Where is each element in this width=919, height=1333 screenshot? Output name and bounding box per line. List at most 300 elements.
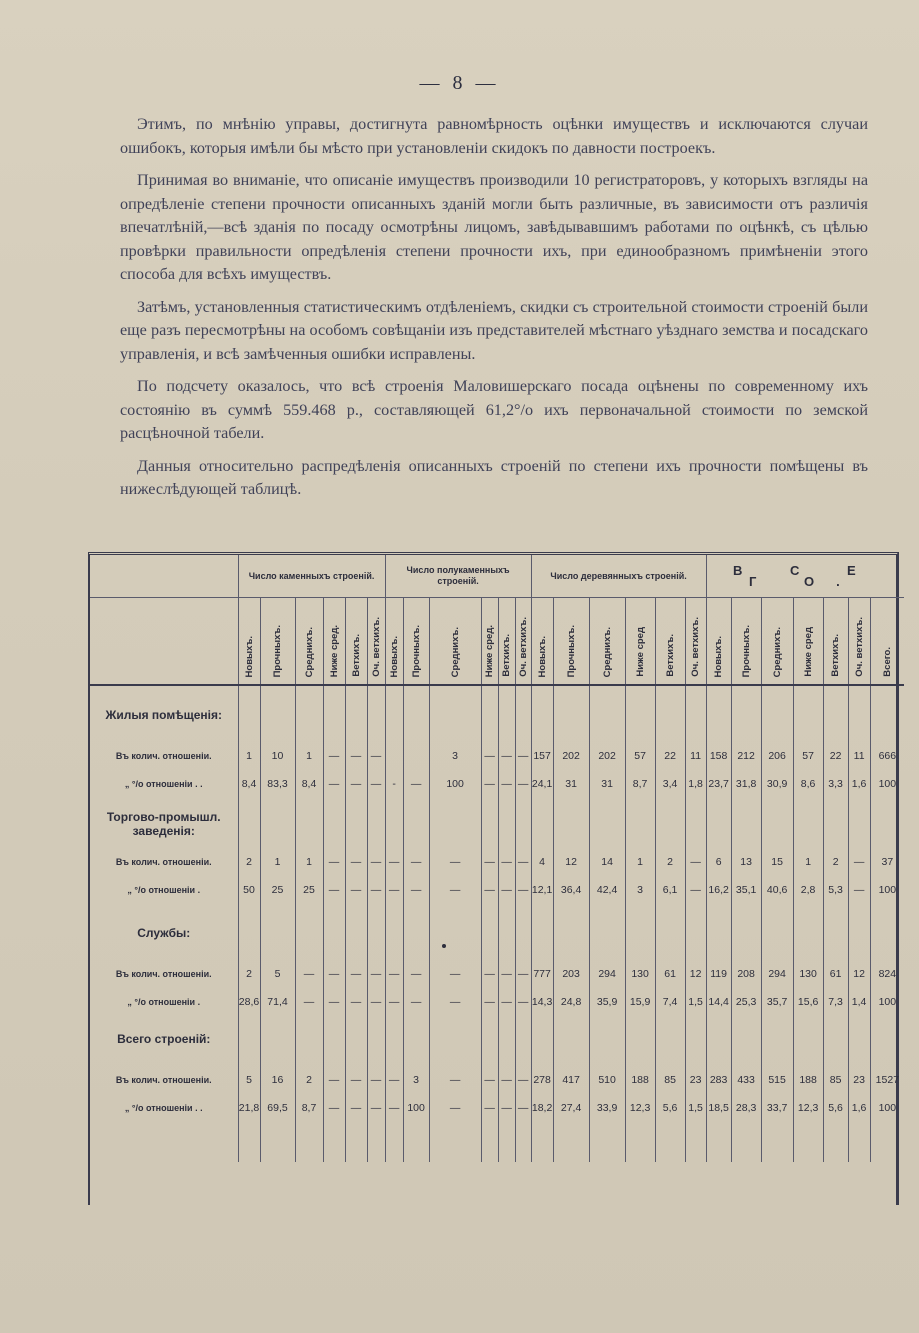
table-cell: — <box>403 848 429 876</box>
empty-cell <box>655 904 685 940</box>
section-title: Жилыя помѣщенія: <box>105 708 223 722</box>
empty-cell <box>260 1122 295 1162</box>
empty-cell <box>498 940 515 960</box>
paragraph: Затѣмъ, установленныя статистическимъ отдѣленіемъ, скидки съ строительной стоимости строеній были еще разъ пересмотрѣны на особомъ совѣщаніи изъ представителей мѣстнаго уѣзднаго земства и посадскаго управленія, и всѣ замѣченныя ошибки исправлены. <box>120 297 868 363</box>
table-cell: — <box>345 742 367 770</box>
column-header: Новыхъ. <box>531 598 553 686</box>
empty-cell <box>761 685 793 722</box>
table-cell: 1,6 <box>848 770 870 798</box>
empty-cell <box>367 904 385 940</box>
table-cell: 8,7 <box>295 1094 323 1122</box>
table-cell: — <box>481 960 498 988</box>
empty-cell <box>385 1046 403 1066</box>
empty-cell <box>685 1016 706 1046</box>
table-cell: 21,8 <box>238 1094 260 1122</box>
table-cell: 57 <box>793 742 823 770</box>
empty-cell <box>403 838 429 848</box>
empty-cell <box>731 798 761 838</box>
empty-cell <box>731 1046 761 1066</box>
table-row <box>90 988 904 1016</box>
empty-cell <box>323 904 345 940</box>
corner-cell <box>90 598 238 686</box>
table-cell: 27,4 <box>553 1094 589 1122</box>
table-cell: 824 <box>870 960 904 988</box>
table-cell: 100 <box>403 1094 429 1122</box>
empty-cell <box>90 838 238 848</box>
table-row <box>90 876 904 904</box>
table-cell: 28,3 <box>731 1094 761 1122</box>
empty-cell <box>498 1122 515 1162</box>
table-cell: — <box>323 848 345 876</box>
row-label: Въ колич. отношенiи. <box>115 969 212 979</box>
empty-cell <box>260 1046 295 1066</box>
table-cell: 22 <box>655 742 685 770</box>
table-cell: 1,5 <box>685 988 706 1016</box>
table-cell: 11 <box>848 742 870 770</box>
table-cell: 510 <box>589 1066 625 1094</box>
table-cell: — <box>345 988 367 1016</box>
empty-cell <box>793 1122 823 1162</box>
empty-cell <box>90 1122 238 1162</box>
empty-cell <box>761 940 793 960</box>
empty-cell <box>625 798 655 838</box>
table-cell: — <box>515 848 531 876</box>
table-cell: — <box>515 988 531 1016</box>
ink-dot <box>442 944 446 948</box>
empty-cell <box>481 838 498 848</box>
table-cell: 3 <box>625 876 655 904</box>
empty-cell <box>793 685 823 722</box>
table-cell: 2,8 <box>793 876 823 904</box>
group-header-semistone: Число полукаменныхъ строеній. <box>385 555 531 598</box>
empty-cell <box>655 798 685 838</box>
empty-cell <box>531 1046 553 1066</box>
table-cell: — <box>498 876 515 904</box>
empty-cell <box>848 1122 870 1162</box>
empty-cell <box>553 722 589 742</box>
empty-cell <box>403 1046 429 1066</box>
empty-cell <box>870 685 904 722</box>
empty-cell <box>793 722 823 742</box>
section-title: Всего строеній: <box>117 1032 211 1046</box>
empty-cell <box>625 1016 655 1046</box>
empty-cell <box>870 838 904 848</box>
empty-cell <box>367 1016 385 1046</box>
table-cell: 2 <box>238 960 260 988</box>
table-cell: — <box>481 770 498 798</box>
empty-cell <box>625 940 655 960</box>
table-cell: — <box>515 960 531 988</box>
empty-cell <box>260 940 295 960</box>
table-cell: 23 <box>848 1066 870 1094</box>
empty-cell <box>655 722 685 742</box>
table-cell: 278 <box>531 1066 553 1094</box>
empty-cell <box>367 940 385 960</box>
empty-cell <box>793 940 823 960</box>
empty-cell <box>385 1122 403 1162</box>
table-row <box>90 960 904 988</box>
empty-cell <box>685 904 706 940</box>
empty-cell <box>429 1016 481 1046</box>
empty-cell <box>531 798 553 838</box>
table-cell: 202 <box>589 742 625 770</box>
table-cell: — <box>385 1094 403 1122</box>
empty-cell <box>403 685 429 722</box>
row-label: Въ колич. отношенiи. <box>115 857 212 867</box>
table-cell: — <box>367 960 385 988</box>
empty-cell <box>685 1122 706 1162</box>
empty-cell <box>515 838 531 848</box>
empty-cell <box>385 685 403 722</box>
empty-cell <box>238 685 260 722</box>
table-cell: 23,7 <box>706 770 731 798</box>
table-cell: — <box>515 1094 531 1122</box>
table-cell: 3,4 <box>655 770 685 798</box>
empty-cell <box>706 798 731 838</box>
empty-cell <box>403 798 429 838</box>
table-cell: — <box>515 742 531 770</box>
empty-cell <box>731 722 761 742</box>
table-cell: 5,6 <box>823 1094 848 1122</box>
empty-cell <box>515 904 531 940</box>
row-label: „ °/о отношенiи . . <box>124 779 203 789</box>
empty-cell <box>761 798 793 838</box>
empty-cell <box>553 904 589 940</box>
table-cell: — <box>481 848 498 876</box>
empty-cell <box>403 722 429 742</box>
empty-cell <box>345 1016 367 1046</box>
table-cell: — <box>295 960 323 988</box>
table-cell: 13 <box>731 848 761 876</box>
table-cell: 14,4 <box>706 988 731 1016</box>
empty-cell <box>848 940 870 960</box>
empty-cell <box>531 904 553 940</box>
column-header: Новыхъ. <box>238 598 260 686</box>
empty-cell <box>367 1046 385 1066</box>
empty-cell <box>498 722 515 742</box>
table-cell: — <box>345 960 367 988</box>
empty-cell <box>403 1016 429 1046</box>
empty-cell <box>655 1046 685 1066</box>
empty-cell <box>238 940 260 960</box>
table-cell: 157 <box>531 742 553 770</box>
table-cell: — <box>367 988 385 1016</box>
empty-cell <box>793 904 823 940</box>
table-cell: 12 <box>848 960 870 988</box>
table-cell: — <box>323 1066 345 1094</box>
table-cell: 188 <box>793 1066 823 1094</box>
table-cell: — <box>295 988 323 1016</box>
table-cell: — <box>323 876 345 904</box>
column-header: Прочныхъ. <box>731 598 761 686</box>
table-cell: 22 <box>823 742 848 770</box>
table-cell: 1,6 <box>848 1094 870 1122</box>
empty-cell <box>238 838 260 848</box>
table-cell: — <box>685 848 706 876</box>
table-cell: 5,3 <box>823 876 848 904</box>
empty-cell <box>685 685 706 722</box>
table-cell: 130 <box>793 960 823 988</box>
empty-cell <box>655 940 685 960</box>
table-cell: — <box>429 1094 481 1122</box>
empty-cell <box>498 904 515 940</box>
empty-cell <box>848 904 870 940</box>
table-body <box>90 685 904 1162</box>
empty-cell <box>870 1122 904 1162</box>
column-header: Ниже сред. <box>323 598 345 686</box>
empty-cell <box>481 1016 498 1046</box>
table-cell: 61 <box>655 960 685 988</box>
empty-cell <box>323 838 345 848</box>
table-cell: 12,1 <box>531 876 553 904</box>
column-header: Ветхихъ. <box>655 598 685 686</box>
empty-cell <box>531 1016 553 1046</box>
empty-cell <box>685 798 706 838</box>
empty-cell <box>345 1122 367 1162</box>
table-cell: 35,9 <box>589 988 625 1016</box>
empty-cell <box>385 1016 403 1046</box>
empty-cell <box>403 904 429 940</box>
table-cell: 33,7 <box>761 1094 793 1122</box>
empty-cell <box>498 838 515 848</box>
table-cell: 10 <box>260 742 295 770</box>
column-header: Оч. ветхихъ. <box>367 598 385 686</box>
empty-cell <box>295 1046 323 1066</box>
empty-cell <box>685 1046 706 1066</box>
table-row <box>90 848 904 876</box>
table-cell: 5,6 <box>655 1094 685 1122</box>
table-cell: 1 <box>238 742 260 770</box>
empty-cell <box>685 838 706 848</box>
empty-cell <box>481 685 498 722</box>
empty-cell <box>385 838 403 848</box>
table-cell: 1 <box>260 848 295 876</box>
table-cell: 12,3 <box>793 1094 823 1122</box>
table-cell: 203 <box>553 960 589 988</box>
table-cell <box>385 742 403 770</box>
empty-cell <box>367 685 385 722</box>
empty-cell <box>295 1016 323 1046</box>
empty-cell <box>589 940 625 960</box>
table-cell: — <box>429 848 481 876</box>
empty-cell <box>589 685 625 722</box>
empty-cell <box>345 685 367 722</box>
table-cell: 100 <box>870 988 904 1016</box>
empty-cell <box>260 904 295 940</box>
table-cell: 2 <box>238 848 260 876</box>
section-title: Службы: <box>137 926 191 940</box>
paragraph: Принимая во вниманіе, что описаніе имуществъ производили 10 регистраторовъ, у которыхъ взгляды на опредѣленіе степени прочности описанныхъ зданій могли быть различные, въ зависимости отъ различія впечатлѣній,—всѣ зданія по посаду осмотрѣны лицомъ, завѣдывавшимъ работами по оцѣнкѣ, съ цѣлью провѣрки правильности опредѣленія степени прочности ихъ, при единообразномъ примѣненіи этого способа для всѣхъ имуществъ. <box>120 171 868 283</box>
empty-cell <box>515 1122 531 1162</box>
table-cell: 28,6 <box>238 988 260 1016</box>
table-cell: 12,3 <box>625 1094 655 1122</box>
empty-cell <box>260 1016 295 1046</box>
empty-cell <box>90 940 238 960</box>
table-cell: 31 <box>553 770 589 798</box>
table-cell: — <box>323 770 345 798</box>
empty-cell <box>531 722 553 742</box>
empty-cell <box>323 1016 345 1046</box>
empty-cell <box>589 1122 625 1162</box>
table-cell: — <box>515 876 531 904</box>
table-cell: — <box>385 848 403 876</box>
empty-cell <box>706 685 731 722</box>
table-cell: 1 <box>295 848 323 876</box>
table-cell: 206 <box>761 742 793 770</box>
table-cell: 61 <box>823 960 848 988</box>
table-cell: 23 <box>685 1066 706 1094</box>
table-cell: — <box>385 1066 403 1094</box>
column-header: Прочныхъ. <box>260 598 295 686</box>
table-cell: — <box>481 1094 498 1122</box>
column-header: Ветхихъ. <box>498 598 515 686</box>
table-cell: 100 <box>429 770 481 798</box>
empty-cell <box>706 722 731 742</box>
table-cell: — <box>367 876 385 904</box>
row-label: „ °/о отношенiи . . <box>124 1103 203 1113</box>
empty-cell <box>345 1046 367 1066</box>
table-cell: 85 <box>823 1066 848 1094</box>
table-cell: — <box>385 960 403 988</box>
group-header-stone: Число каменныхъ строеній. <box>238 555 385 598</box>
table-cell: 40,6 <box>761 876 793 904</box>
empty-cell <box>295 798 323 838</box>
empty-cell <box>706 1016 731 1046</box>
empty-cell <box>90 722 238 742</box>
table-cell: 25,3 <box>731 988 761 1016</box>
empty-cell <box>385 904 403 940</box>
table-cell: 3,3 <box>823 770 848 798</box>
empty-cell <box>295 1122 323 1162</box>
table-cell: 83,3 <box>260 770 295 798</box>
empty-cell <box>823 838 848 848</box>
table-cell: — <box>367 1094 385 1122</box>
table-cell: — <box>345 1066 367 1094</box>
table-cell: 3 <box>429 742 481 770</box>
column-header: Среднихъ. <box>589 598 625 686</box>
empty-cell <box>823 940 848 960</box>
row-label: Въ колич. отношенiи. <box>115 751 212 761</box>
empty-cell <box>731 1016 761 1046</box>
table-cell: 18,2 <box>531 1094 553 1122</box>
empty-cell <box>848 1016 870 1046</box>
empty-cell <box>823 1122 848 1162</box>
table-cell: 69,5 <box>260 1094 295 1122</box>
empty-cell <box>260 838 295 848</box>
corner-cell <box>90 555 238 598</box>
table-cell: 8,4 <box>295 770 323 798</box>
empty-cell <box>589 798 625 838</box>
empty-cell <box>531 685 553 722</box>
empty-cell <box>323 940 345 960</box>
table-cell: 1 <box>793 848 823 876</box>
table-cell: 8,7 <box>625 770 655 798</box>
table-cell: 16,2 <box>706 876 731 904</box>
empty-cell <box>553 1016 589 1046</box>
empty-cell <box>531 940 553 960</box>
table-cell: 6,1 <box>655 876 685 904</box>
table-cell: 283 <box>706 1066 731 1094</box>
empty-cell <box>870 722 904 742</box>
table-cell: — <box>429 960 481 988</box>
empty-cell <box>761 1122 793 1162</box>
empty-cell <box>295 940 323 960</box>
empty-cell <box>429 838 481 848</box>
empty-cell <box>761 838 793 848</box>
empty-cell <box>260 722 295 742</box>
paragraph: По подсчету оказалось, что всѣ строенія Маловишерскаго посада оцѣнены по современному ихъ состоянію въ суммѣ 559.468 р., составляющей 61,2°/о ихъ первоначальной стоимости по земской расцѣночной табели. <box>120 377 868 442</box>
empty-cell <box>793 1046 823 1066</box>
column-header: Ниже сред <box>793 598 823 686</box>
empty-cell <box>429 940 481 960</box>
empty-cell <box>625 1046 655 1066</box>
empty-cell <box>731 940 761 960</box>
empty-cell <box>531 838 553 848</box>
empty-cell <box>655 1122 685 1162</box>
table-cell: 31,8 <box>731 770 761 798</box>
empty-cell <box>870 904 904 940</box>
empty-cell <box>589 838 625 848</box>
table-cell: — <box>685 876 706 904</box>
table-cell: — <box>481 876 498 904</box>
table-row <box>90 742 904 770</box>
table-cell: 1,5 <box>685 1094 706 1122</box>
table-cell: — <box>345 876 367 904</box>
empty-cell <box>823 722 848 742</box>
table-cell: 14,3 <box>531 988 553 1016</box>
table-cell: — <box>498 960 515 988</box>
empty-cell <box>481 722 498 742</box>
table-cell: 15 <box>761 848 793 876</box>
table-cell: — <box>515 770 531 798</box>
column-header: Ниже сред <box>625 598 655 686</box>
table-cell: — <box>403 988 429 1016</box>
empty-cell <box>498 1046 515 1066</box>
column-header: Оч. ветхихъ. <box>515 598 531 686</box>
paragraph: Этимъ, по мнѣнію управы, достигнута равномѣрность оцѣнки имуществъ и исключаются случаи ошибокъ, которыя имѣли бы мѣсто при установленіи скидокъ по давности построекъ. <box>120 115 868 157</box>
empty-cell <box>498 798 515 838</box>
table-cell: — <box>403 876 429 904</box>
section-title: Торгово-промышл. заведенія: <box>106 810 221 838</box>
table-cell: 100 <box>870 876 904 904</box>
empty-cell <box>323 798 345 838</box>
column-header: Новыхъ. <box>706 598 731 686</box>
empty-cell <box>706 940 731 960</box>
empty-cell <box>345 904 367 940</box>
empty-cell <box>553 685 589 722</box>
empty-cell <box>685 722 706 742</box>
page-number: — 8 — <box>419 72 500 94</box>
row-label: „ °/о отношенiи . <box>127 885 201 895</box>
empty-cell <box>429 904 481 940</box>
table-cell: — <box>481 1066 498 1094</box>
table-cell: 4 <box>531 848 553 876</box>
empty-cell <box>515 685 531 722</box>
row-label: „ °/о отношенiи . <box>127 997 201 1007</box>
empty-cell <box>481 1046 498 1066</box>
table-cell: — <box>481 988 498 1016</box>
column-header: Оч. ветхихъ. <box>685 598 706 686</box>
empty-cell <box>685 940 706 960</box>
empty-cell <box>625 838 655 848</box>
table-cell: 24,8 <box>553 988 589 1016</box>
empty-cell <box>625 722 655 742</box>
table-row <box>90 1094 904 1122</box>
empty-cell <box>238 722 260 742</box>
column-header: Новыхъ. <box>385 598 403 686</box>
empty-cell <box>793 798 823 838</box>
empty-cell <box>706 838 731 848</box>
